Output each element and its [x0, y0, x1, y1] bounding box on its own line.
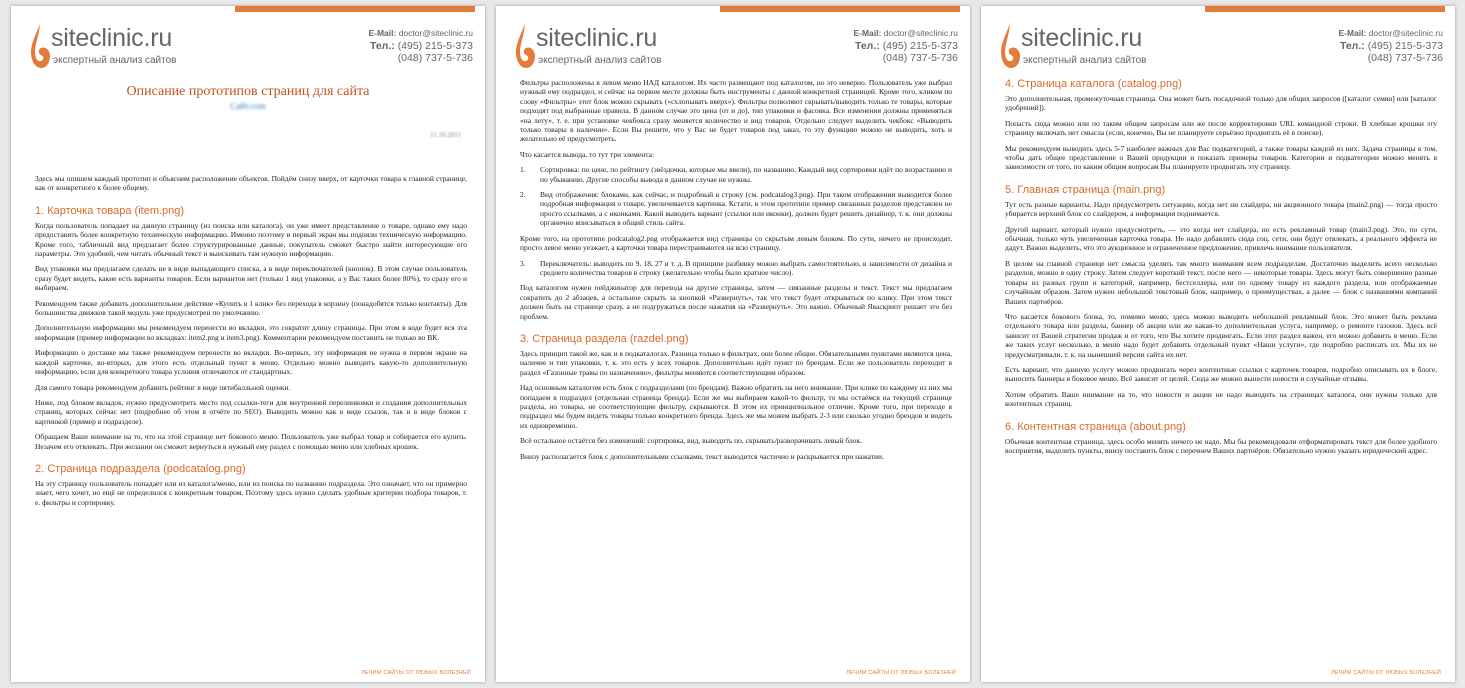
- paragraph: Другой вариант, который нужно предусмотреть, — это когда нет слайдера, но есть рекламный товар (main3.png). Это, по сути, обычная, только чуть увеличенная карточка товара. Не надо добавлять сюда соц. сети, они будут отвлекать, а реального эффекта не дадут. Важно выделить, что это аукционное и ограниченное предложение, привлечь внимание пользователя.: [1005, 224, 1437, 253]
- logo-drop-icon: [29, 22, 51, 70]
- paragraph: Кроме того, на прототипе podcatalog2.png отображается вид страницы со скрытым левым блоком. По сути, ничего не происходит, просто левое меню уезжает, а карточки товара перестраиваются на всю страницу.: [520, 233, 952, 253]
- list-item: [520, 165, 952, 184]
- brand-name: siteclinic.ru: [51, 24, 173, 52]
- page-3-body: [1005, 66, 1437, 461]
- phone-2: (048) 737-5-736: [397, 52, 473, 64]
- section-heading: 2. Страница подраздела (podcatalog.png): [35, 462, 246, 475]
- brand-tagline: экспертный анализ сайтов: [1023, 55, 1147, 66]
- list-text: Вид отображения: блоками, как сейчас, и подробный в строку (см. podcatalog3.png). При таком отображении выводится более подробная информация о товаре, увеличивается картинка. Кстати, в этом прототипе пример связанных разделов представлен не просто ссылками, а с иконками. Какой выводить вариант (ссылки или иконки), должен будет решить дизайнер, т. к. они должны органично вписываться в общий стиль сайта.: [540, 190, 952, 228]
- page-3: [981, 6, 1455, 682]
- paragraph: Что касается бокового блока, то, помимо меню, здесь можно выводить небольшой рекламный блок. Это может быть реклама отдельного товара или раздела, баннер об акции или же какая-то дополнительная услуга, например, о ремонте газонов. Здесь всё зависит от Вашей стратегии продаж и от того, что Вы хотите продвигать. Если этот раздел важен, его можно добавить в меню. Если же таких услуг несколько, в меню надо будет добавить отдельный пункт «Наши услуги», где подробно расписать их. Мы их не предусматривали, т. к. на нынешней версии сайта их нет.: [1005, 311, 1437, 359]
- page-2: [496, 6, 970, 682]
- paragraph: На эту страницу пользователь попадает или из каталога/меню, или из поиска по названию подраздела. Это означает, что он примерно знает, чего хочет, но ещё не определился с конкретным товаром. Поэтому здесь нужно сделать удобные критерии подбора товаров, т. е. фильтры и сортировку.: [35, 478, 467, 507]
- logo: [514, 22, 704, 72]
- page-1-body: [35, 174, 467, 513]
- logo: [999, 22, 1189, 72]
- paragraph: Что касается вывода, то тут три элемента:: [520, 149, 655, 159]
- phone-2: (048) 737-5-736: [882, 52, 958, 64]
- document-subtitle: [11, 101, 485, 111]
- list-number: 1.: [520, 165, 526, 175]
- section-heading: 6. Контентная страница (about.png): [1005, 420, 1186, 433]
- paragraph: Рекомендуем также добавить дополнительное действие «Купить в 1 клик» без перехода в корзину (понадобятся только контакты). Для большинства движков такой модуль уже предусмотрен по умолчанию.: [35, 298, 467, 318]
- section-heading: 1. Карточка товара (item.png): [35, 204, 185, 217]
- email-address: doctor@siteclinic.ru: [1368, 28, 1443, 38]
- brand-name: siteclinic.ru: [1021, 24, 1143, 52]
- paragraph: Когда пользователь попадает на данную страницу (из поиска или каталога), он уже имеет представление о товаре, однако ему надо предоставить более конкретную техническую информацию. Именно поэтому в первый экран мы подняли техническую информацию. Кроме того, табличный вид предлагает более структурированные данные, покупатель сможет быстро найти интересующие его параметры. Это удобней, чем читать обычный текст и выискивать там нужную информацию.: [35, 220, 467, 259]
- brand-tagline: экспертный анализ сайтов: [538, 55, 662, 66]
- list-item: [520, 190, 952, 228]
- section-heading: 5. Главная страница (main.png): [1005, 183, 1166, 196]
- email-label: E-Mail:: [1338, 28, 1367, 38]
- paragraph: Попасть сюда можно или по таким общим запросам или же после корректировки URL командной строки. В хлебные крошки эту страницу включать нет смысла (если, конечно, Вы не планируете серьёзно продвигать её в поиске).: [1005, 118, 1437, 138]
- email-label: E-Mail:: [368, 28, 397, 38]
- header-accent-bar: [720, 6, 960, 12]
- paragraph: Это дополнительная, промежуточная страница. Она может быть посадочной только для общих запросов ([каталог семян] или [каталог удобрений]).: [1005, 94, 1437, 113]
- list-item: [520, 259, 952, 278]
- email-address: doctor@siteclinic.ru: [398, 28, 473, 38]
- paragraph: Тут есть разные варианты. Надо предусмотреть ситуацию, когда нет ни слайдера, ни акционного товара (main2.png) — тогда просто убирается верхний блок со слайдером, а информация поднимается.: [1005, 199, 1437, 219]
- footer-slogan: ЛЕЧИМ САЙТЫ ОТ ЛЮБЫХ БОЛЕЗНЕЙ: [361, 670, 471, 676]
- paragraph: Есть вариант, что данную услугу можно продвигать через контентные ссылки с карточек товаров, подробно описывать их в блоге, выносить баннеры в боковое меню. Всё зависит от целей. Сюда же можно вынести новости и случайные отзывы.: [1005, 364, 1437, 384]
- site-name: Сайт.com: [230, 101, 266, 111]
- tel-label: Тел.:: [1339, 40, 1365, 52]
- paragraph: Вид упаковки мы предлагаем сделать не в виде выпадающего списка, а в виде переключателей (кнопок). В этом случае пользователь сразу будет видеть, какие есть варианты товаров. Если вариантов нет (только 1 вид упаковки, а у Вас таких более 80%), то сразу его и выбираем.: [35, 264, 467, 293]
- email-address: doctor@siteclinic.ru: [883, 28, 958, 38]
- phone-2: (048) 737-5-736: [1367, 52, 1443, 64]
- tel-label: Тел.:: [369, 40, 395, 52]
- list-number: 2.: [520, 190, 526, 200]
- page-2-body: [520, 78, 952, 467]
- paragraph: В целом на главной странице нет смысла уделять так много внимания всем подразделам. Достаточно выделить всего несколько разделов, можно в одну строку. Затем следует короткий текст, после него — некоторые товары. Здесь могут быть совершенно разные товары из разных групп и категорий, например, бестселлеры, или по одному товару из каждого раздела, или отображаемые случайным образом. Затем нужен небольшой текстовый блок, например, о преимуществах, а далее — блок с названиями компаний Ваших партнёров.: [1005, 258, 1437, 306]
- paragraph: Фильтры расположены в левом меню НАД каталогом. Их часто размещают под каталогом, но это неверно. Пользователь уже выбрал нужный ему подраздел, и сейчас на первом месте должны быть инструменты с данной конкретной страницей. Кроме того, кликом по слову «Фильтры» этот блок можно скрывать («схлопывать вверх»). Фильтры позволяют скрывать/выводить только те товары, которые подходят под выбранные правила. В данном случае это цена (от и до), тип упаковки и фасовка. Все изменения должны применяться «на лету», т. е. при установке чекбокса сразу меняется количество и вид товаров. Отдельно следует выделить чекбокс «Выводить только товары в наличии». Если Вы решите, что у Вас не будет товаров под заказ, то эту функцию можно не выводить, хоть и желательно её предусмотреть.: [520, 78, 952, 144]
- paragraph: Обычная контентная страница, здесь особо менять ничего не надо. Мы бы рекомендовали отформатировать текст для более удобного восприятия, выделить пункты, внизу поставить блок с перечнем Ваших партнёров. Обязательно нужно указать юридический адрес.: [1005, 436, 1437, 455]
- logo-drop-icon: [514, 22, 536, 70]
- paragraph: Обращаем Ваше внимание на то, что на этой странице нет бокового меню. Пользователь уже выбрал товар и собирается его купить. Незачем его отвлекать. При желании он сможет вернуться в нужный ему раздел с помощью меню или хлебных крошек.: [35, 432, 467, 451]
- intro-paragraph: Здесь мы опишем каждый прототип и объясним расположение объектов. Пойдём снизу вверх, от карточки товара к главной странице, как от конкретного к более общему.: [35, 174, 467, 193]
- footer-slogan: ЛЕЧИМ САЙТЫ ОТ ЛЮБЫХ БОЛЕЗНЕЙ: [1331, 670, 1441, 676]
- paragraph: Информацию о доставке мы также рекомендуем перенести во вкладки. Во-первых, эту информация не нужна в первом экране на каждой карточке, во-вторых, для этого есть отдельный пункт в меню. Отдельно можно выводить какую-то дополнительную информацию, если для конкретного товара условия отличаются от стандартных.: [35, 348, 467, 377]
- paragraph: Дополнительную информацию мы рекомендуем перенести во вкладки, это сократит длину страницы. При этом в коде будет вся эта информация (пример информации во вкладках: item2.png и item3.png). Комментарии рекомендуем поставить не только во ВК.: [35, 323, 467, 342]
- paragraph: Внизу располагается блок с дополнительными ссылками, текст выводится частично и раскрывается при нажатии.: [520, 451, 884, 461]
- page-1: [11, 6, 485, 682]
- list-text: Сортировка: по цене, по рейтингу (звёздочки, которые мы ввели), по названию. Каждый вид сортировки идёт по возрастанию и по убыванию. Другие способы вывода в данном случае не нужны.: [540, 165, 952, 184]
- header-accent-bar: [1205, 6, 1445, 12]
- contact-block: [368, 28, 473, 64]
- paragraph: Мы рекомендуем выводить здесь 5-7 наиболее важных для Вас подкатегорий, а также товары каждой из них. Задача страницы в том, чтобы дать общее представление о Вашей продукции и показать примеры товаров. Категории и подкатегории можно менять в зависимости от того, по каким общим вопросам Вы планируете продвигать эту страницу.: [1005, 143, 1437, 172]
- paragraph: Всё остальное остаётся без изменений: сортировка, вид, выводить по, скрывать/разворачивать левый блок.: [520, 436, 862, 446]
- paragraph: Здесь принцип такой же, как и в подкаталогах. Разница только в фильтрах, они более общие. Обязательными пунктами являются цена, наличие и тип упаковки, т. к. это есть у всех товаров. Дополнительно идёт пункт по брендам. Если же пользователь переходит в раздел «Газонные травы по назначению», фильтры меняются соответствующим образом.: [520, 348, 952, 377]
- phone-1: (495) 215-5-373: [1367, 40, 1443, 52]
- list-text: Переключатель: выводить по 9, 18, 27 и т. д. В принципе разбивку можно выбрать самостоятельно, в зависимости от дизайна и среднего количества товаров в строку (желательно чтобы было кратное число).: [540, 258, 952, 277]
- phone-1: (495) 215-5-373: [882, 40, 958, 52]
- tel-label: Тел.:: [854, 40, 880, 52]
- header-accent-bar: [235, 6, 475, 12]
- contact-block: [853, 28, 958, 64]
- section-heading: 3. Страница раздела (razdel.png): [520, 332, 689, 345]
- email-label: E-Mail:: [853, 28, 882, 38]
- brand-tagline: экспертный анализ сайтов: [53, 55, 177, 66]
- footer-slogan: ЛЕЧИМ САЙТЫ ОТ ЛЮБЫХ БОЛЕЗНЕЙ: [846, 670, 956, 676]
- paragraph: Для самого товара рекомендуем добавить рейтинг в виде пятибалльной оценки.: [35, 382, 291, 392]
- list-number: 3.: [520, 258, 526, 268]
- paragraph: Ниже, под блоком вкладок, нужно предусмотреть место под ссылки-теги для внутренней перелинковки и создания дополнительных страниц, которых сейчас нет (подробнее об этом в отчёте по SEO). Выводить можно как в виде ссылок, так и в виде блоков с картинкой (пример в подразделе).: [35, 397, 467, 426]
- document-date: 11.10.2011: [430, 131, 461, 139]
- logo: [29, 22, 219, 72]
- phone-1: (495) 215-5-373: [397, 40, 473, 52]
- paragraph: Хотим обратить Ваше внимание на то, что новости и акции не надо выводить на страницах каталога, они нужны только для контентных страниц.: [1005, 389, 1437, 409]
- paragraph: Над основным каталогом есть блок с подразделами (по брендам). Важно обратить на него внимание. При клике по каждому из них мы попадаем в подраздел (отдельная страница бренда). Если же мы выбираем какой-то фильтр, то мы остаёмся на текущей странице раздела, но товары, не соответствующие фильтру, скрываются. В этом их принципиальное отличие. Кроме того, при переходе в подраздел мы будем видеть товары только конкретного бренда. Здесь же мы можем выбрать 2-3 или сколько угодно брендов и видеть их одновременно.: [520, 383, 952, 430]
- section-heading: 4. Страница каталога (catalog.png): [1005, 78, 1182, 90]
- document-title: Описание прототипов страниц для сайта: [126, 84, 370, 99]
- brand-name: siteclinic.ru: [536, 24, 658, 52]
- contact-block: [1338, 28, 1443, 64]
- paragraph: Под каталогом нужен пейджинатор для перехода на другие страницы, затем — связанные разделы и текст. Текст мы предлагаем сократить до 2 абзацев, а остальное скрыть за кнопкой «Развернуть», так что текст будет открываться по клику. При этом текст должен быть на странице сразу, а не подгружаться после нажатия на «Развернуть». Это важно. Обычный Яваскрипт решает это без проблем.: [520, 283, 952, 321]
- logo-drop-icon: [999, 22, 1021, 70]
